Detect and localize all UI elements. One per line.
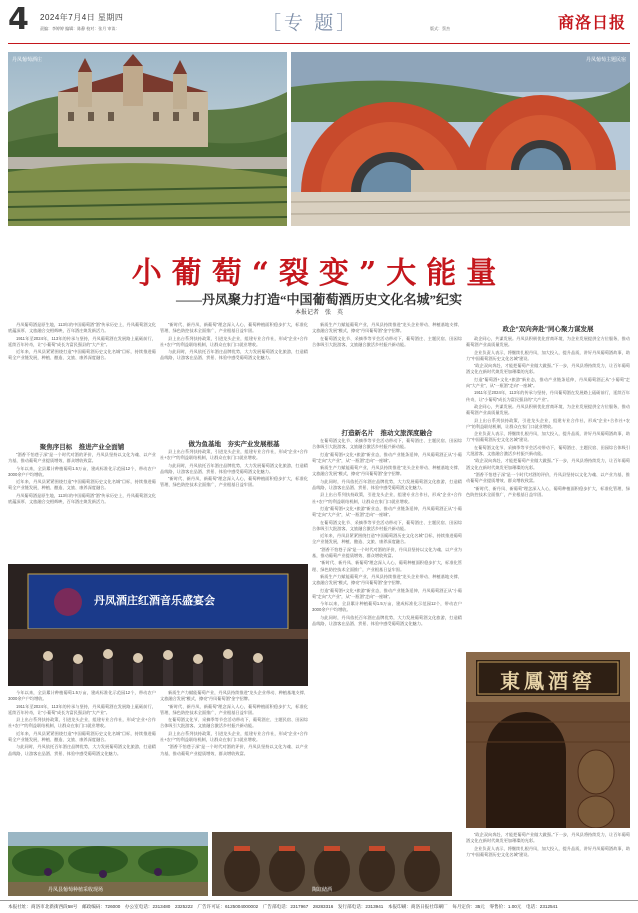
paragraph: 新质生产力赋能葡萄产业，丹凤县持续推进“龙头企业带动、种植基地支撑、文旅融合发展”模式，擦亮“丹凤葡萄酒”金字招牌。: [312, 322, 462, 334]
column-2-bottom: [160, 690, 308, 822]
paragraph: 县上出台系列扶持政策，引进龙头企业，组建专业合作社，形成“企业+合作社+农户”的利益联结机制，让群众在家门口就业增收。: [160, 335, 308, 347]
subhead-2: 做为鱼基地 夯实产业发展根基: [188, 441, 280, 448]
paragraph: 与此同时，丹凤依托百年酒庄品牌优势，大力发展葡萄酒文化旅游，打造精品线路，让游客在品酒、赏景、体验中感受葡萄酒文化魅力。: [8, 744, 156, 756]
paragraph: 在葡萄酒文化节、采摘季等节会活动带动下，葡萄酒庄、主题民宿、田园综合体吸引大批游客，文旅融合激活乡村振兴新动能。: [312, 519, 462, 531]
paragraph: “酒香不怕巷子深”是一个时代对酒的评价，丹凤县坚持以文化为魂、以产业为基，推动葡萄产业提质增效、群众增收致富。: [466, 471, 630, 484]
paragraph: 在葡萄酒文化节、采摘季等节会活动带动下，葡萄酒庄、主题民宿、田园综合体吸引大批游客，文旅融合激活乡村振兴新动能。: [312, 335, 462, 347]
paragraph: 与此同时，丹凤依托百年酒庄品牌优势，大力发展葡萄酒文化旅游，打造精品线路，让游客在品酒、赏景、体验中感受葡萄酒文化魅力。: [312, 614, 462, 627]
harvest-photo-caption: 丹凤县葡萄种植采收现场: [48, 887, 104, 893]
paragraph: 丹凤葡萄酒是原生地，113年的中国葡萄酒“酒”传承历史上，丹凤葡萄酒文化底蕴深厚、文旅融合交相辉映，百年酒庄焕发新活力。: [8, 322, 156, 334]
paragraph: 县上出台系列扶持政策，引进龙头企业，组建专业合作社，形成“企业+合作社+农户”的利益联结机制，让群众在家门口就业增收。: [160, 730, 308, 743]
paragraph: 在葡萄酒文化节、采摘季等节会活动带动下，葡萄酒庄、主题民宿、田园综合体吸引大批游客，文旅融合激活乡村振兴新动能。: [160, 717, 308, 729]
column-4-body: [466, 336, 630, 648]
masthead-rule: [8, 43, 630, 44]
column-3-body: [312, 438, 462, 840]
paragraph: “酒香不怕巷子深”是一个时代对酒的评价，丹凤县坚持以文化为魂、以产业为基，推动葡萄产业提质增效、群众增收致富。: [8, 452, 156, 464]
paragraph: 县上出台系列扶持政策，引进龙头企业，组建专业合作社，形成“企业+合作社+农户”的利益联结机制，让群众在家门口就业增收。: [160, 449, 308, 461]
paragraph: 打造“葡萄酒+文化+旅游”新业态，推动产业链条延伸，丹凤葡萄酒正从“小葡萄”走向“大产业”，从“一瓶酒”走向“一座城”。: [312, 451, 462, 463]
vineyard-illustration: [8, 832, 208, 896]
winery-illustration: [8, 52, 287, 226]
paragraph: “政企双向奔赴，才能把葡萄产业做大做强。”下一步，丹凤县将持续发力，让百年葡萄酒文化在新时代焕发更加璀璨的光彩。: [466, 832, 630, 844]
paragraph: 政企同心，共谋发展。丹凤县积极优化营商环境，为企业发展提供全方位服务，推动葡萄酒产业高质量发展。: [466, 403, 630, 416]
paragraph: 近年来，丹凤县紧紧围绕打造“中国葡萄酒历史文化名城”目标，持续推进葡萄全产业链发展，种植、酿造、文旅、康养深度融合。: [8, 479, 156, 491]
subhead-3: 打造新名片 推动文旅深度融合: [341, 430, 433, 437]
paragraph: “新时代、新丹凤、新葡萄”理念深入人心，葡萄种植面积稳步扩大，标准化管理、绿色防控技术全面推广，产业根基日益牢固。: [160, 322, 308, 334]
paragraph: 与此同时，丹凤依托百年酒庄品牌优势，大力发展葡萄酒文化旅游，打造精品线路，让游客在品酒、赏景、体验中感受葡萄酒文化魅力。: [160, 349, 308, 361]
subhead-1: 聚焦序目标 推进产业全面铺: [39, 444, 125, 451]
paragraph: 企业负责人表示，将继续扎根丹凤，加大投入，提升品质，讲好丹凤葡萄酒故事，助力“中国葡萄酒历史文化名城”建设。: [466, 845, 630, 857]
paragraph: 企业负责人表示，将继续扎根丹凤，加大投入，提升品质，讲好丹凤葡萄酒故事，助力“中国葡萄酒历史文化名城”建设。: [466, 431, 630, 443]
harvest-photo: [8, 832, 208, 896]
editorial-staff: 责编：李婷婷 编辑：陈静 校对：张月 审读：: [40, 26, 120, 31]
paragraph: 在葡萄酒文化节、采摘季等节会活动带动下，葡萄酒庄、主题民宿、田园综合体吸引大批游客，文旅融合激活乡村振兴新动能。: [466, 444, 630, 457]
paragraph: 打造“葡萄酒+文化+旅游”新业态，推动产业链条延伸，丹凤葡萄酒正从“小葡萄”走向“大产业”，从“一瓶酒”走向“一座城”。: [312, 587, 462, 599]
winery-sign-photo: [466, 652, 630, 828]
paragraph: 与此同时，丹凤依托百年酒庄品牌优势，大力发展葡萄酒文化旅游，打造精品线路，让游客在品酒、赏景、体验中感受葡萄酒文化魅力。: [312, 478, 462, 491]
column-1-bottom: [8, 690, 156, 822]
paragraph: “酒香不怕巷子深”是一个时代对酒的评价，丹凤县坚持以文化为魂、以产业为基，推动葡萄产业提质增效、群众增收致富。: [160, 744, 308, 756]
dome-houses-illustration: [291, 52, 630, 226]
paragraph: 丹凤葡萄酒是原生地，113年的中国葡萄酒“酒”传承历史上，丹凤葡萄酒文化底蕴深厚、文旅融合交相辉映，百年酒庄焕发新活力。: [8, 492, 156, 505]
paragraph: “新时代、新丹凤、新葡萄”理念深入人心，葡萄种植面积稳步扩大，标准化管理、绿色防控技术全面推广，产业根基日益牢固。: [466, 485, 630, 497]
paragraph: 与此同时，丹凤依托百年酒庄品牌优势，大力发展葡萄酒文化旅游，打造精品线路，让游客在品酒、赏景、体验中感受葡萄酒文化魅力。: [160, 462, 308, 474]
paragraph: 近年来，丹凤县紧紧围绕打造“中国葡萄酒历史文化名城”目标，持续推进葡萄全产业链发展，种植、酿造、文旅、康养深度融合。: [8, 349, 156, 361]
newspaper-logo: 商洛日报: [557, 15, 626, 32]
headline: 小葡萄“裂变”大能量: [131, 256, 507, 291]
issue-date: 2024年7月4日 星期四: [40, 13, 124, 22]
paragraph: 新质生产力赋能葡萄产业，丹凤县持续推进“龙头企业带动、种植基地支撑、文旅融合发展”模式，擦亮“丹凤葡萄酒”金字招牌。: [160, 690, 308, 702]
paragraph: 今年以来，全县累计种植葡萄1.5万亩，建成标准化示范园12个，带动农户3000余户户均增收。: [312, 601, 462, 613]
paragraph: 新质生产力赋能葡萄产业，丹凤县持续推进“龙头企业带动、种植基地支撑、文旅融合发展”模式，擦亮“丹凤葡萄酒”金字招牌。: [312, 465, 462, 477]
subhead-4: 政企“双向奔赴”同心聚力谋发展: [502, 326, 594, 333]
paragraph: 打造“葡萄酒+文化+旅游”新业态，推动产业链条延伸，丹凤葡萄酒正从“小葡萄”走向“大产业”，从“一瓶酒”走向“一座城”。: [466, 376, 630, 389]
column-2-top: [160, 322, 308, 436]
paragraph: “政企双向奔赴，才能把葡萄产业做大做强。”下一步，丹凤县将持续发力，让百年葡萄酒文化在新时代焕发更加璀璨的光彩。: [466, 363, 630, 375]
event-banner-text: 丹凤酒庄红酒音乐盛宴会: [94, 595, 215, 607]
bnb-photo: [291, 52, 630, 226]
paragraph: 在葡萄酒文化节、采摘季等节会活动带动下，葡萄酒庄、主题民宿、田园综合体吸引大批游客，文旅融合激活乡村振兴新动能。: [312, 438, 462, 450]
paragraph: 1911年至2024年，113年的传承与坚持，丹凤葡萄酒在发展路上砥砺前行，延续百年传奇，让“小葡萄”成长为富民强县的“大产业”。: [466, 390, 630, 402]
page-number: 4: [8, 2, 29, 37]
paragraph: 企业负责人表示，将继续扎根丹凤，加大投入，提升品质，讲好丹凤葡萄酒故事，助力“中国葡萄酒历史文化名城”建设。: [466, 349, 630, 361]
column-bottom-right: [466, 832, 630, 896]
winery-photo-caption: 丹凤葡萄酒庄: [12, 57, 43, 63]
layout-credit: 版式：蔡杰: [430, 26, 450, 31]
winery-photo: [8, 52, 287, 226]
masthead: [0, 0, 638, 48]
winery-sign-text: 東鳳酒窖: [500, 669, 596, 693]
paragraph: 打造“葡萄酒+文化+旅游”新业态，推动产业链条延伸，丹凤葡萄酒正从“小葡萄”走向“大产业”，从“一瓶酒”走向“一座城”。: [312, 505, 462, 518]
event-stage-illustration: [8, 564, 308, 686]
paragraph: 近年来，丹凤县紧紧围绕打造“中国葡萄酒历史文化名城”目标，持续推进葡萄全产业链发展，种植、酿造、文旅、康养深度融合。: [8, 730, 156, 743]
paragraph: 今年以来，全县累计种植葡萄1.5万亩，建成标准化示范园12个，带动农户3000余户户均增收。: [8, 690, 156, 702]
paragraph: 今年以来，全县累计种植葡萄1.5万亩，建成标准化示范园12个，带动农户3000余户户均增收。: [8, 465, 156, 477]
paragraph: “新时代、新丹凤、新葡萄”理念深入人心，葡萄种植面积稳步扩大，标准化管理、绿色防控技术全面推广，产业根基日益牢固。: [312, 560, 462, 572]
column-2-mid: [160, 449, 308, 559]
paragraph: 政企同心，共谋发展。丹凤县积极优化营商环境，为企业发展提供全方位服务，推动葡萄酒产业高质量发展。: [466, 336, 630, 348]
paragraph: 县上出台系列扶持政策，引进龙头企业，组建专业合作社，形成“企业+合作社+农户”的利益联结机制，让群众在家门口就业增收。: [312, 492, 462, 504]
paragraph: 新质生产力赋能葡萄产业，丹凤县持续推进“龙头企业带动、种植基地支撑、文旅融合发展”模式，擦亮“丹凤葡萄酒”金字招牌。: [312, 573, 462, 586]
section-title: ［专 题］: [262, 13, 359, 34]
storage-photo: [212, 832, 452, 896]
column-3-top: [312, 322, 462, 426]
paragraph: “政企双向奔赴，才能把葡萄产业做大做强。”下一步，丹凤县将持续发力，让百年葡萄酒文化在新时代焕发更加璀璨的光彩。: [466, 458, 630, 470]
storage-photo-caption: 陶缸储酒: [312, 887, 333, 893]
paragraph: 1911年至2024年，113年的传承与坚持，丹凤葡萄酒在发展路上砥砺前行，延续百年传奇，让“小葡萄”成长为富民强县的“大产业”。: [8, 703, 156, 715]
column-1-top: [8, 322, 156, 440]
event-photo: [8, 564, 308, 686]
paragraph: “酒香不怕巷子深”是一个时代对酒的评价，丹凤县坚持以文化为魂、以产业为基，推动葡萄产业提质增效、群众增收致富。: [312, 546, 462, 559]
footer-info: 本报社址：商洛市北新街西段58号 邮政编码：726000 办公室电话：2313480 2325222 广告许可证：6125004000002 广告部电话：2317967 28283316 发行部电话：2313941 本报印刷：商洛日报社印刷厂 每月定价：35元 零售价：1.00元 电话：2312541: [0, 900, 638, 913]
bnb-photo-caption: 丹凤葡萄主题民宿: [585, 57, 626, 63]
column-1-mid: [8, 452, 156, 558]
paragraph: 近年来，丹凤县紧紧围绕打造“中国葡萄酒历史文化名城”目标，持续推进葡萄全产业链发展，种植、酿造、文旅、康养深度融合。: [312, 533, 462, 545]
byline: 本报记者 张 英: [294, 310, 343, 316]
paragraph: 1911年至2024年，113年的传承与坚持，丹凤葡萄酒在发展路上砥砺前行，延续百年传奇，让“小葡萄”成长为富民强县的“大产业”。: [8, 335, 156, 347]
paragraph: “新时代、新丹凤、新葡萄”理念深入人心，葡萄种植面积稳步扩大，标准化管理、绿色防控技术全面推广，产业根基日益牢固。: [160, 703, 308, 715]
paragraph: 县上出台系列扶持政策，引进龙头企业，组建专业合作社，形成“企业+合作社+农户”的利益联结机制，让群众在家门口就业增收。: [466, 417, 630, 429]
paragraph: “新时代、新丹凤、新葡萄”理念深入人心，葡萄种植面积稳步扩大，标准化管理、绿色防控技术全面推广，产业根基日益牢固。: [160, 476, 308, 488]
subheadline: ——丹凤聚力打造“中国葡萄酒历史文化名城”纪实: [175, 292, 462, 307]
paragraph: 县上出台系列扶持政策，引进龙头企业，组建专业合作社，形成“企业+合作社+农户”的利益联结机制，让群众在家门口就业增收。: [8, 717, 156, 729]
